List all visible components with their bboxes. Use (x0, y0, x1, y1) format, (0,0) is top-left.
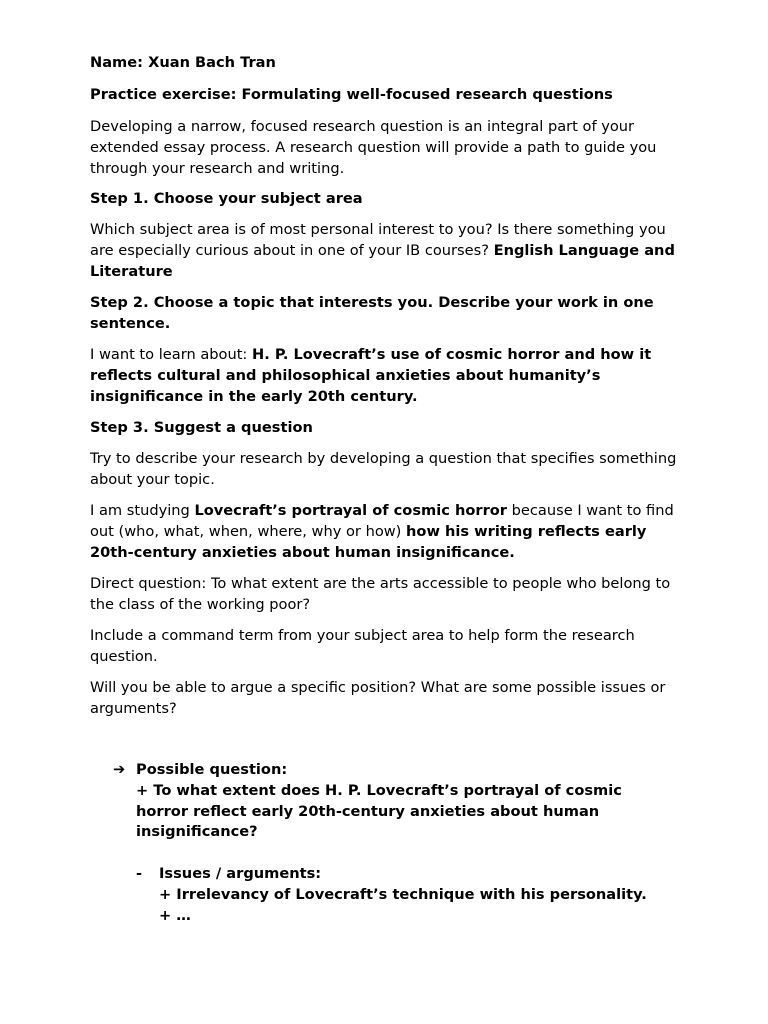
step1-prompt: Which subject area is of most personal interest to you? Is there something you are especially curious about in one of your IB courses? (90, 221, 666, 259)
command-term-note: Include a command term from your subject area to help form the research question. (90, 627, 635, 665)
arrow-right-icon: ➔ (113, 761, 126, 778)
step3-instruction: Try to describe your research by developing a question that specifies something about your topic. (90, 450, 677, 488)
issue-item: + … (159, 906, 191, 924)
issues-block (159, 864, 679, 926)
possible-question-block (136, 760, 676, 843)
possible-question-label: Possible question: (136, 761, 288, 778)
step3-heading: Step 3. Suggest a question (90, 419, 313, 436)
exercise-title: Practice exercise: Formulating well-focused research questions (90, 86, 613, 103)
student-name: Name: Xuan Bach Tran (90, 54, 276, 71)
step2-heading: Step 2. Choose a topic that interests you. Describe your work in one sentence. (90, 294, 654, 332)
possible-question-text: + To what extent does H. P. Lovecraft’s portrayal of cosmic horror reflect early 20th-century anxieties about human insignificance? (136, 781, 622, 841)
argue-prompt: Will you be able to argue a specific position? What are some possible issues or arguments? (90, 679, 666, 717)
intro-paragraph: Developing a narrow, focused research question is an integral part of your extended essay process. A research question will provide a path to guide you through your research and writing. (90, 118, 657, 177)
step2-paragraph (90, 345, 690, 407)
studying-prefix: I am studying (90, 502, 195, 519)
direct-question: Direct question: To what extent are the arts accessible to people who belong to the class of the working poor? (90, 575, 671, 613)
issues-label: Issues / arguments: (159, 865, 322, 882)
studying-topic: Lovecraft’s portrayal of cosmic horror (194, 502, 507, 519)
step2-prompt: I want to learn about: (90, 346, 252, 363)
studying-middle: because I want to find out (who, what, when, where, why or how) (90, 502, 674, 540)
issue-item: + Irrelevancy of Lovecraft’s technique with his personality. (159, 885, 647, 903)
step1-paragraph (90, 220, 690, 282)
step1-answer: English Language and Literature (90, 241, 675, 280)
step2-answer: H. P. Lovecraft’s use of cosmic horror and how it reflects cultural and philosophical anxieties about humanity’s insignificance in the early 20th century. (90, 346, 652, 405)
studying-goal: how his writing reflects early 20th-century anxieties about human insignificance. (90, 522, 647, 561)
dash-bullet: - (136, 865, 143, 882)
studying-paragraph (90, 501, 690, 563)
step1-heading: Step 1. Choose your subject area (90, 190, 363, 207)
